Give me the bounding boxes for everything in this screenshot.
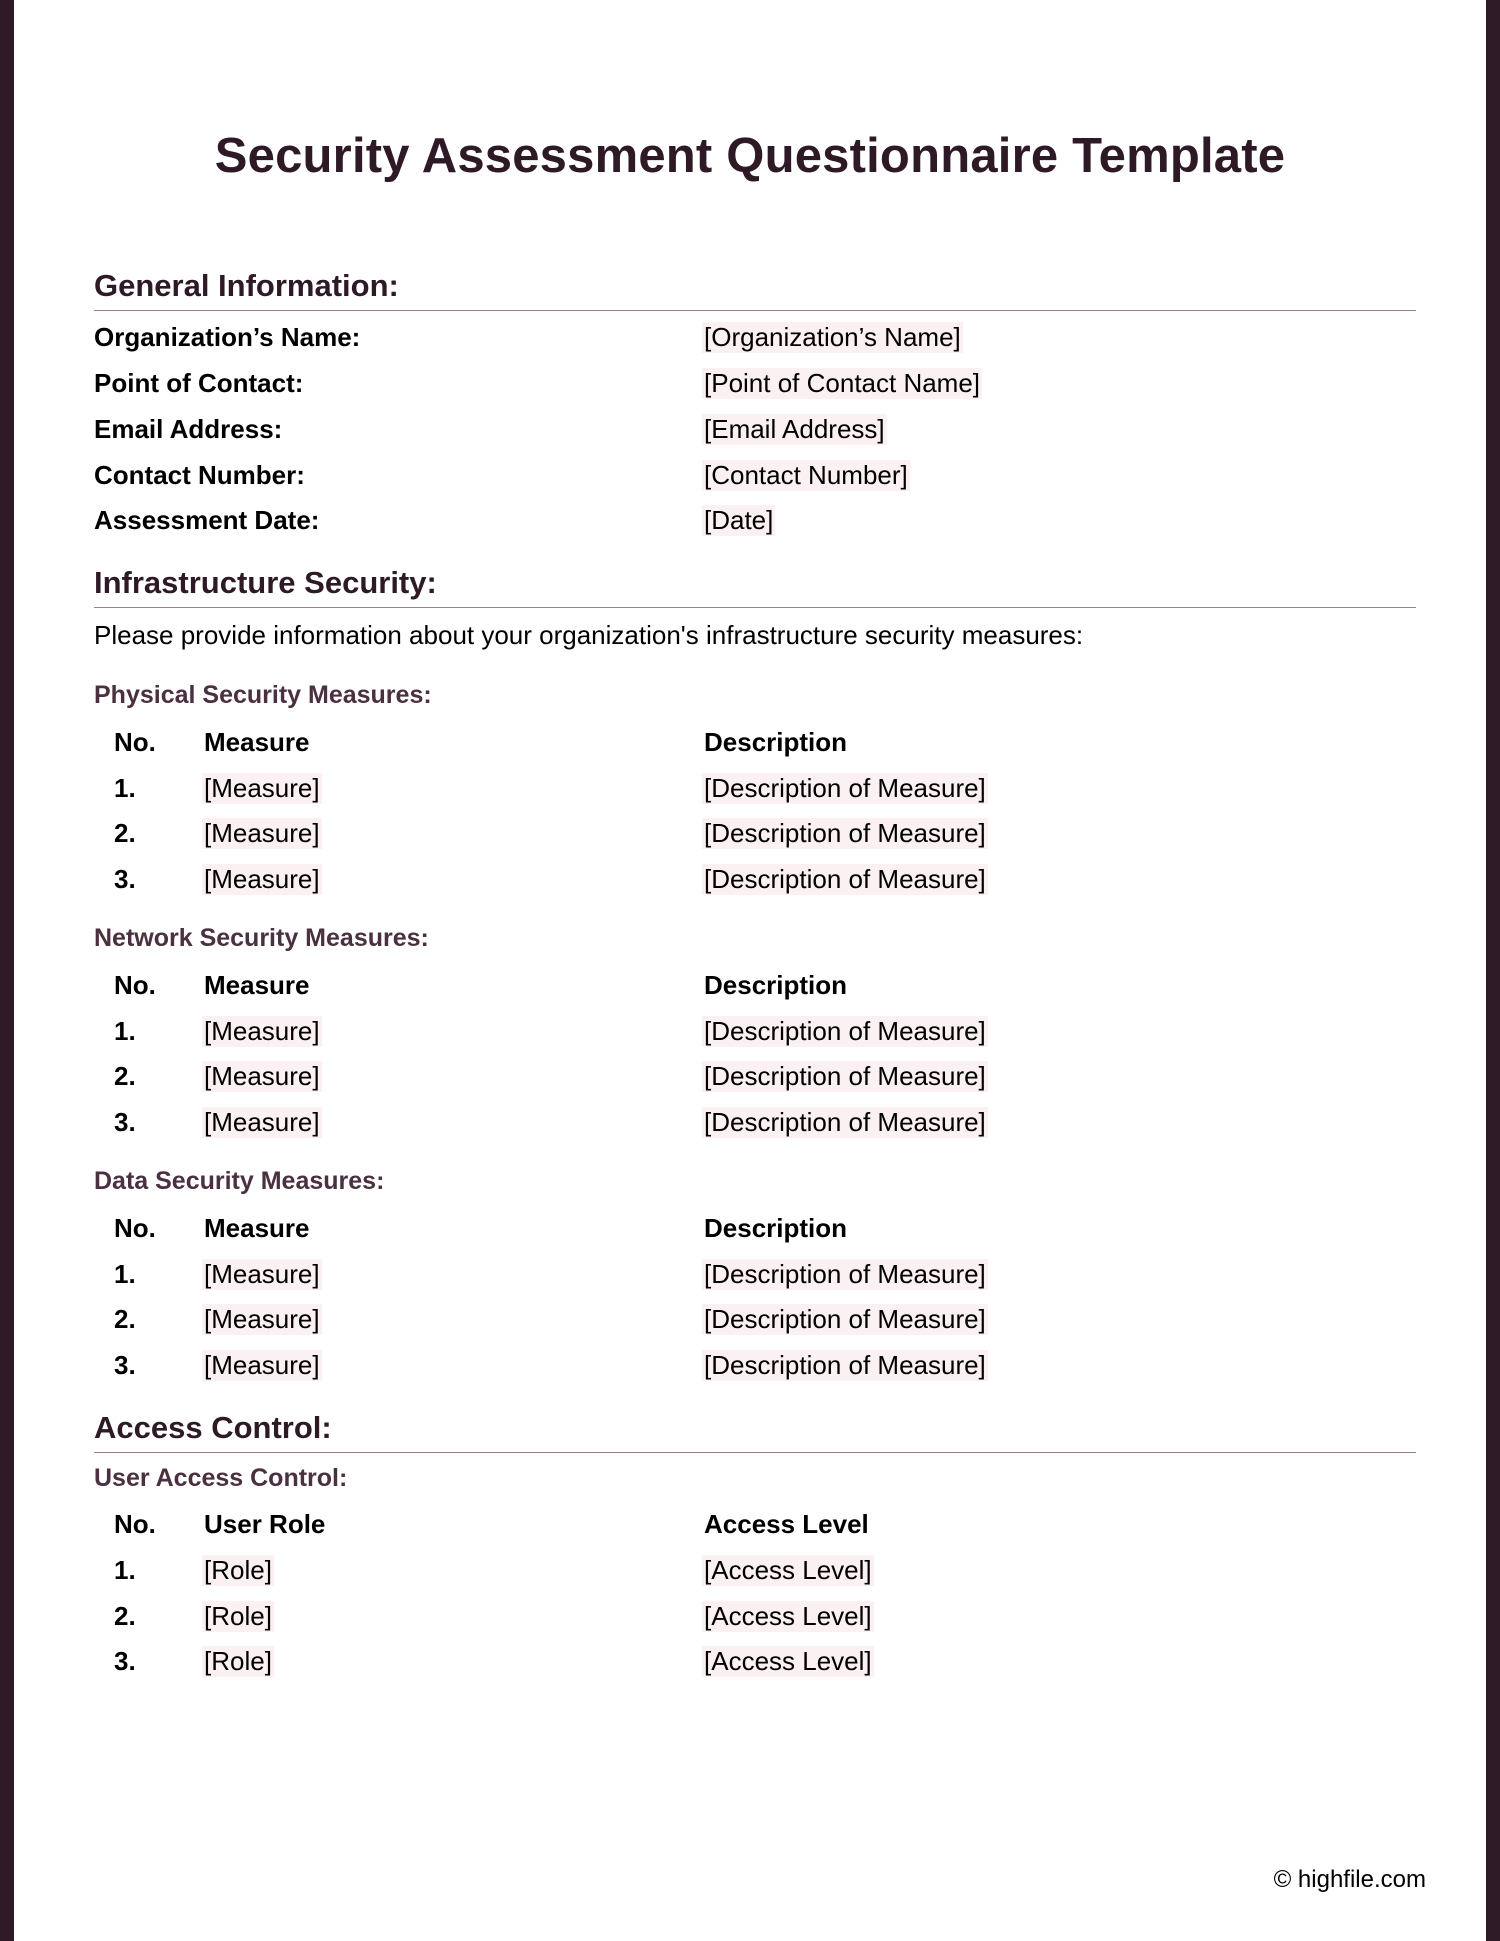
table-row: [94, 1107, 1416, 1147]
description-field[interactable]: [Description of Measure]: [704, 773, 986, 803]
field-value[interactable]: [Contact Number]: [704, 460, 908, 490]
column-header-no: No.: [114, 970, 156, 1000]
role-field[interactable]: [Role]: [204, 1555, 272, 1585]
section-general-information: General Information:: [94, 268, 1416, 311]
table-header-row: [94, 727, 1416, 767]
column-header-user-role: User Role: [204, 1509, 326, 1539]
field-row: [94, 368, 1416, 408]
row-number: 1.: [114, 1016, 136, 1046]
subsection-user-access-control: User Access Control:: [94, 1464, 348, 1492]
subsection-data-security: Data Security Measures:: [94, 1167, 385, 1195]
access-level-field[interactable]: [Access Level]: [704, 1646, 872, 1676]
field-label: Point of Contact:: [94, 368, 304, 398]
field-label: Email Address:: [94, 414, 283, 444]
row-number: 2.: [114, 1304, 136, 1334]
section-access-control: Access Control:: [94, 1410, 1416, 1453]
row-number: 3.: [114, 864, 136, 894]
role-field[interactable]: [Role]: [204, 1601, 272, 1631]
section-infrastructure-security: Infrastructure Security:: [94, 565, 1416, 608]
column-header-no: No.: [114, 1213, 156, 1243]
row-number: 1.: [114, 773, 136, 803]
column-header-access-level: Access Level: [704, 1509, 869, 1539]
access-level-field[interactable]: [Access Level]: [704, 1555, 872, 1585]
column-header-description: Description: [704, 727, 848, 757]
table-row: [94, 773, 1416, 813]
measure-field[interactable]: [Measure]: [204, 818, 320, 848]
document-page: [14, 0, 1486, 1941]
column-header-no: No.: [114, 727, 156, 757]
table-row: [94, 1061, 1416, 1101]
access-level-field[interactable]: [Access Level]: [704, 1601, 872, 1631]
description-field[interactable]: [Description of Measure]: [704, 1259, 986, 1289]
measure-field[interactable]: [Measure]: [204, 1107, 320, 1137]
copyright-footer: © highfile.com: [1273, 1866, 1426, 1893]
measure-field[interactable]: [Measure]: [204, 1061, 320, 1091]
field-value[interactable]: [Email Address]: [704, 414, 885, 444]
table-header-row: [94, 970, 1416, 1010]
measure-field[interactable]: [Measure]: [204, 1304, 320, 1334]
row-number: 2.: [114, 1061, 136, 1091]
measure-field[interactable]: [Measure]: [204, 1016, 320, 1046]
role-field[interactable]: [Role]: [204, 1646, 272, 1676]
column-header-no: No.: [114, 1509, 156, 1539]
measure-field[interactable]: [Measure]: [204, 773, 320, 803]
measure-field[interactable]: [Measure]: [204, 1259, 320, 1289]
table-row: [94, 864, 1416, 904]
row-number: 1.: [114, 1555, 136, 1585]
row-number: 2.: [114, 818, 136, 848]
subsection-physical-security: Physical Security Measures:: [94, 681, 432, 709]
row-number: 2.: [114, 1601, 136, 1631]
description-field[interactable]: [Description of Measure]: [704, 864, 986, 894]
description-field[interactable]: [Description of Measure]: [704, 1016, 986, 1046]
table-row: [94, 1601, 1416, 1641]
row-number: 3.: [114, 1646, 136, 1676]
description-field[interactable]: [Description of Measure]: [704, 1061, 986, 1091]
field-value[interactable]: [Date]: [704, 505, 774, 535]
column-header-measure: Measure: [204, 970, 310, 1000]
column-header-description: Description: [704, 1213, 848, 1243]
measure-field[interactable]: [Measure]: [204, 1350, 320, 1380]
field-row: [94, 414, 1416, 454]
field-label: Assessment Date:: [94, 505, 320, 535]
table-header-row: [94, 1509, 1416, 1549]
page-title: Security Assessment Questionnaire Template: [214, 129, 1286, 183]
column-header-measure: Measure: [204, 1213, 310, 1243]
table-row: [94, 818, 1416, 858]
description-field[interactable]: [Description of Measure]: [704, 1350, 986, 1380]
description-field[interactable]: [Description of Measure]: [704, 1304, 986, 1334]
row-number: 3.: [114, 1107, 136, 1137]
field-row: [94, 505, 1416, 545]
table-row: [94, 1259, 1416, 1299]
table-row: [94, 1016, 1416, 1056]
field-value[interactable]: [Point of Contact Name]: [704, 368, 981, 398]
field-row: [94, 322, 1416, 362]
row-number: 1.: [114, 1259, 136, 1289]
description-field[interactable]: [Description of Measure]: [704, 818, 986, 848]
table-row: [94, 1646, 1416, 1686]
column-header-measure: Measure: [204, 727, 310, 757]
description-field[interactable]: [Description of Measure]: [704, 1107, 986, 1137]
field-value[interactable]: [Organization’s Name]: [704, 322, 961, 352]
measure-field[interactable]: [Measure]: [204, 864, 320, 894]
infrastructure-intro: Please provide information about your organization's infrastructure security measures:: [94, 620, 1084, 650]
field-label: Organization’s Name:: [94, 322, 361, 352]
table-row: [94, 1555, 1416, 1595]
table-row: [94, 1304, 1416, 1344]
field-label: Contact Number:: [94, 460, 305, 490]
field-row: [94, 460, 1416, 500]
table-row: [94, 1350, 1416, 1390]
subsection-network-security: Network Security Measures:: [94, 924, 429, 952]
column-header-description: Description: [704, 970, 848, 1000]
table-header-row: [94, 1213, 1416, 1253]
row-number: 3.: [114, 1350, 136, 1380]
